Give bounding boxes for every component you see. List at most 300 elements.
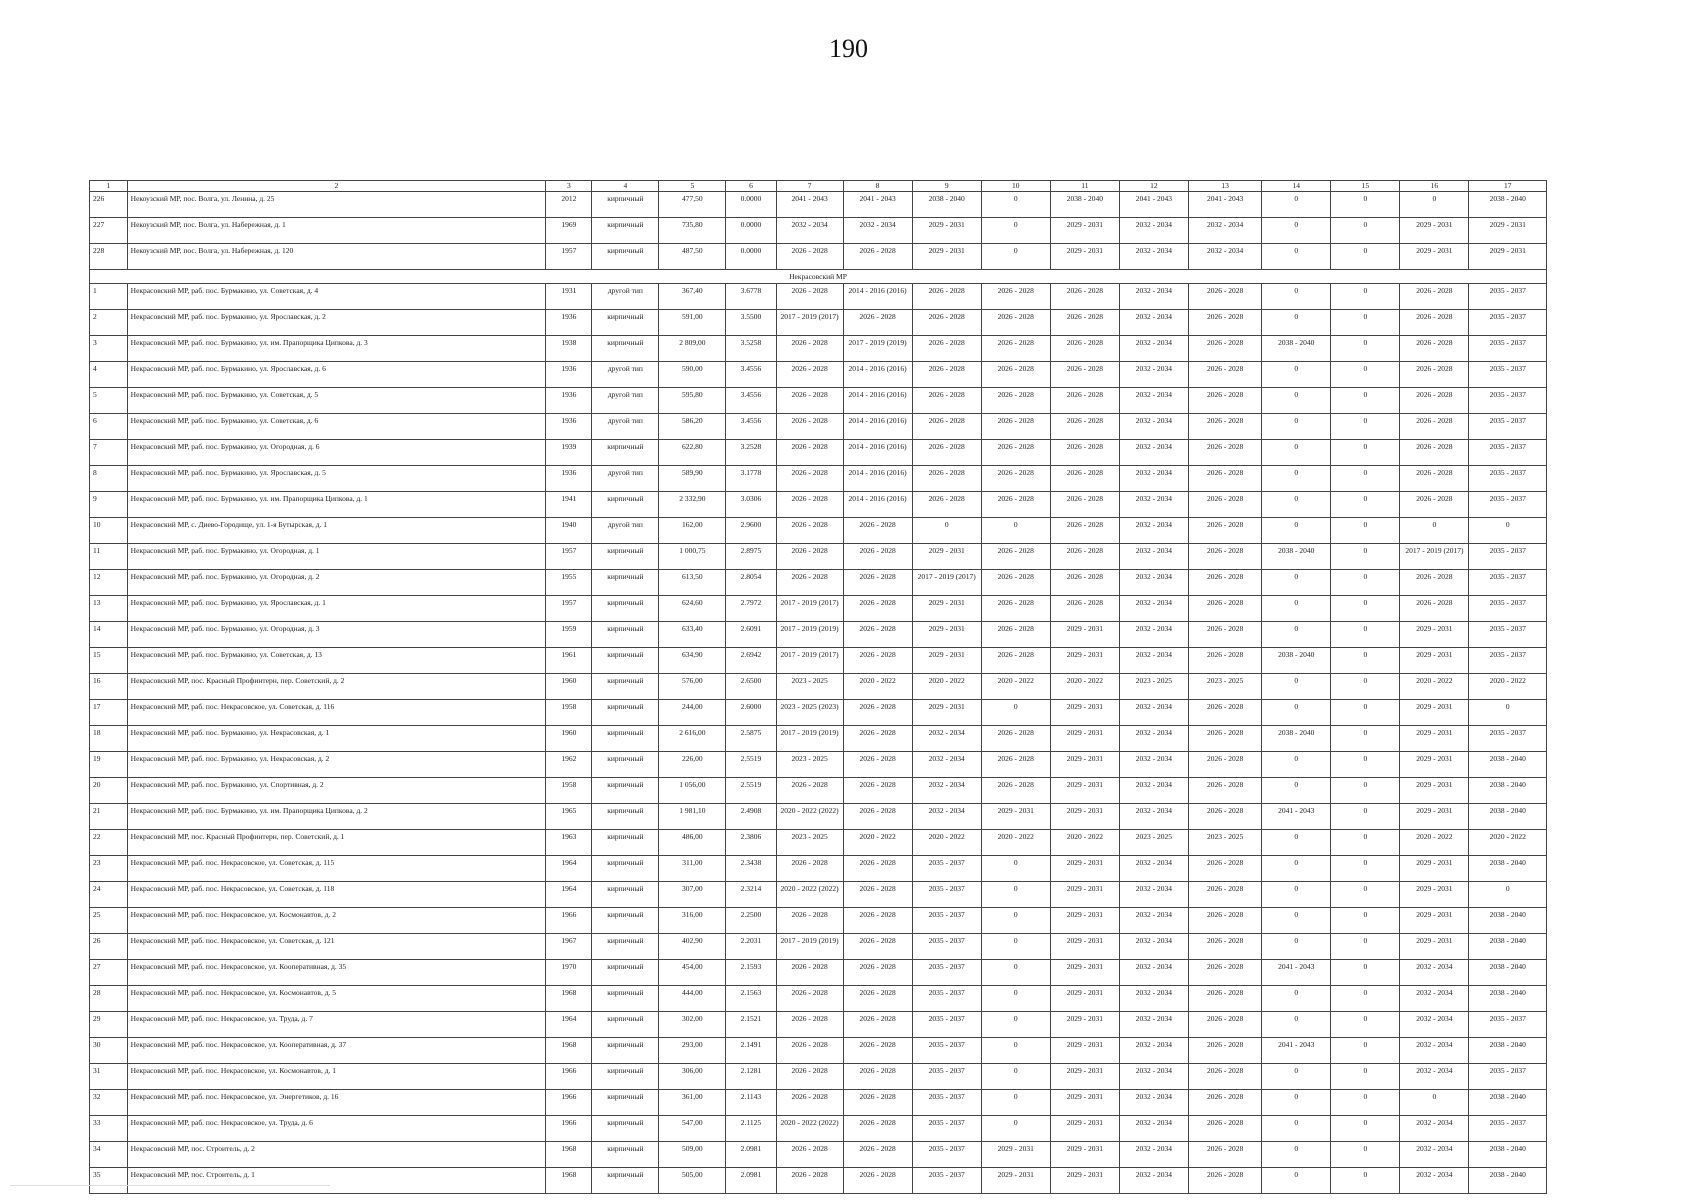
table-row xyxy=(90,492,1547,518)
table-cell: кирпичный xyxy=(592,830,659,856)
table-cell: 2032 - 2034 xyxy=(912,726,981,752)
table-cell: 1938 xyxy=(546,336,592,362)
table-cell: 0 xyxy=(1262,986,1331,1012)
table-cell: 2029 - 2031 xyxy=(1050,778,1119,804)
table-row xyxy=(90,908,1547,934)
table-cell: Некрасовский МР, раб. пос. Некрасовское, ул. Труда, д. 7 xyxy=(127,1012,546,1038)
table-cell: 2035 - 2037 xyxy=(1469,388,1547,414)
table-row xyxy=(90,648,1547,674)
table-cell: другой тип xyxy=(592,518,659,544)
table-cell: кирпичный xyxy=(592,752,659,778)
table-cell: 0 xyxy=(981,192,1050,218)
table-cell: 2.2500 xyxy=(726,908,776,934)
table-cell: 2017 - 2019 (2017) xyxy=(776,596,843,622)
table-cell: 2032 - 2034 xyxy=(1119,244,1188,270)
table-cell: 3.4556 xyxy=(726,362,776,388)
table-cell: 2029 - 2031 xyxy=(912,622,981,648)
table-cell: 17 xyxy=(90,700,128,726)
table-cell: 2038 - 2040 xyxy=(1469,804,1547,830)
table-cell: 0 xyxy=(1262,388,1331,414)
table-cell: 2023 - 2025 xyxy=(776,830,843,856)
table-row xyxy=(90,1090,1547,1116)
table-cell: 367,40 xyxy=(659,284,726,310)
table-cell: 7 xyxy=(90,440,128,466)
table-cell: 2029 - 2031 xyxy=(1050,882,1119,908)
table-cell: 2032 - 2034 xyxy=(1119,310,1188,336)
table-cell: 2035 - 2037 xyxy=(1469,648,1547,674)
table-cell: 0 xyxy=(1331,362,1400,388)
table-cell: 2029 - 2031 xyxy=(1400,726,1469,752)
table-cell: 2026 - 2028 xyxy=(1400,466,1469,492)
table-cell: 1968 xyxy=(546,1142,592,1168)
table-cell: 634,90 xyxy=(659,648,726,674)
table-cell: 2038 - 2040 xyxy=(1469,856,1547,882)
table-cell: 0 xyxy=(1331,804,1400,830)
table-cell: 2029 - 2031 xyxy=(1050,1168,1119,1194)
table-cell: 0 xyxy=(1262,1142,1331,1168)
table-cell: 2020 - 2022 xyxy=(843,674,912,700)
table-cell: 2026 - 2028 xyxy=(843,1064,912,1090)
table-cell: 2026 - 2028 xyxy=(1400,336,1469,362)
table-cell: 306,00 xyxy=(659,1064,726,1090)
table-cell: Некоузский МР, пос. Волга, ул. Ленина, д. 25 xyxy=(127,192,546,218)
table-cell: 2038 - 2040 xyxy=(1469,960,1547,986)
table-cell: 35 xyxy=(90,1168,128,1194)
table-cell: 2.4908 xyxy=(726,804,776,830)
table-cell: 0 xyxy=(981,1038,1050,1064)
table-cell: 2029 - 2031 xyxy=(1400,752,1469,778)
table-cell: 2.1125 xyxy=(726,1116,776,1142)
table-cell: Некрасовский МР, раб. пос. Некрасовское, ул. Советская, д. 116 xyxy=(127,700,546,726)
table-cell: 2026 - 2028 xyxy=(981,752,1050,778)
table-cell: 6 xyxy=(90,414,128,440)
table-cell: 1936 xyxy=(546,414,592,440)
table-cell: 2026 - 2028 xyxy=(843,570,912,596)
table-cell: 2029 - 2031 xyxy=(912,244,981,270)
table-cell: 1961 xyxy=(546,648,592,674)
table-cell: 2026 - 2028 xyxy=(981,492,1050,518)
table-cell: 227 xyxy=(90,218,128,244)
table-cell: 2026 - 2028 xyxy=(1188,1012,1261,1038)
table-cell: кирпичный xyxy=(592,1116,659,1142)
table-cell: Некрасовский МР, раб. пос. Некрасовское, ул. Кооперативная, д. 37 xyxy=(127,1038,546,1064)
table-cell: 2017 - 2019 (2017) xyxy=(912,570,981,596)
table-row xyxy=(90,960,1547,986)
table-cell: 2026 - 2028 xyxy=(912,388,981,414)
table-cell: кирпичный xyxy=(592,1090,659,1116)
table-cell: 2026 - 2028 xyxy=(981,726,1050,752)
table-cell: 2026 - 2028 xyxy=(843,726,912,752)
table-cell: 509,00 xyxy=(659,1142,726,1168)
table-cell: 2026 - 2028 xyxy=(1400,570,1469,596)
table-cell: 2 809,00 xyxy=(659,336,726,362)
table-cell: 2035 - 2037 xyxy=(1469,596,1547,622)
table-cell: 2026 - 2028 xyxy=(776,1064,843,1090)
table-cell: 0 xyxy=(1262,830,1331,856)
table-cell: 2026 - 2028 xyxy=(1050,414,1119,440)
table-cell: 2032 - 2034 xyxy=(1119,778,1188,804)
table-cell: 2.5519 xyxy=(726,778,776,804)
table-row xyxy=(90,388,1547,414)
table-cell: 2 616,00 xyxy=(659,726,726,752)
table-cell: 16 xyxy=(90,674,128,700)
table-cell: 0.0000 xyxy=(726,218,776,244)
table-cell: Некоузский МР, пос. Волга, ул. Набережная, д. 120 xyxy=(127,244,546,270)
table-cell: 2026 - 2028 xyxy=(776,570,843,596)
table-cell: 2026 - 2028 xyxy=(1188,362,1261,388)
table-cell: 2026 - 2028 xyxy=(1050,440,1119,466)
table-cell: 2023 - 2025 xyxy=(1188,830,1261,856)
table-cell: Некрасовский МР, раб. пос. Бурмакино, ул. Советская, д. 6 xyxy=(127,414,546,440)
table-cell: 1936 xyxy=(546,466,592,492)
table-cell: 2032 - 2034 xyxy=(1119,648,1188,674)
table-cell: 1941 xyxy=(546,492,592,518)
table-cell: 2035 - 2037 xyxy=(912,882,981,908)
table-cell: 1959 xyxy=(546,622,592,648)
table-cell: 2029 - 2031 xyxy=(1400,856,1469,882)
table-cell: кирпичный xyxy=(592,726,659,752)
table-row xyxy=(90,986,1547,1012)
table-cell: 244,00 xyxy=(659,700,726,726)
table-cell: 2026 - 2028 xyxy=(843,778,912,804)
table-cell: 2029 - 2031 xyxy=(912,700,981,726)
table-cell: кирпичный xyxy=(592,778,659,804)
table-cell: 0 xyxy=(981,1012,1050,1038)
table-cell: кирпичный xyxy=(592,908,659,934)
table-cell: 0 xyxy=(1331,1012,1400,1038)
table-cell: 2.0981 xyxy=(726,1168,776,1194)
table-cell: Некрасовский МР, раб. пос. Некрасовское, ул. Энергетиков, д. 16 xyxy=(127,1090,546,1116)
table-cell: 0 xyxy=(1331,218,1400,244)
table-cell: 2032 - 2034 xyxy=(1119,492,1188,518)
table-cell: кирпичный xyxy=(592,544,659,570)
table-cell: 0 xyxy=(1262,1090,1331,1116)
table-cell: 2026 - 2028 xyxy=(1188,726,1261,752)
table-cell: 2026 - 2028 xyxy=(1188,310,1261,336)
table-cell: 2026 - 2028 xyxy=(1050,570,1119,596)
table-cell: кирпичный xyxy=(592,1168,659,1194)
table-cell: 1966 xyxy=(546,908,592,934)
table-cell: 2026 - 2028 xyxy=(843,700,912,726)
table-cell: 2026 - 2028 xyxy=(1188,1116,1261,1142)
table-cell: 2035 - 2037 xyxy=(1469,570,1547,596)
table-cell: 0 xyxy=(1400,1090,1469,1116)
table-cell: 10 xyxy=(90,518,128,544)
table-cell: 0 xyxy=(1331,192,1400,218)
table-cell: 2026 - 2028 xyxy=(1188,882,1261,908)
table-cell: кирпичный xyxy=(592,218,659,244)
table-cell: 2026 - 2028 xyxy=(981,310,1050,336)
table-cell: 2023 - 2025 xyxy=(776,752,843,778)
table-cell: 226,00 xyxy=(659,752,726,778)
table-cell: 0 xyxy=(1331,336,1400,362)
table-cell: 2026 - 2028 xyxy=(776,960,843,986)
table-cell: 0 xyxy=(981,960,1050,986)
table-cell: 2026 - 2028 xyxy=(1400,284,1469,310)
table-cell: 2023 - 2025 xyxy=(1119,830,1188,856)
table-cell: 1964 xyxy=(546,1012,592,1038)
table-cell: 2026 - 2028 xyxy=(981,596,1050,622)
table-cell: 1958 xyxy=(546,700,592,726)
table-cell: 2032 - 2034 xyxy=(1119,908,1188,934)
table-cell: 2023 - 2025 (2023) xyxy=(776,700,843,726)
table-cell: 2032 - 2034 xyxy=(1119,1012,1188,1038)
table-cell: 21 xyxy=(90,804,128,830)
table-cell: 1960 xyxy=(546,726,592,752)
table-cell: 2035 - 2037 xyxy=(912,1168,981,1194)
table-cell: 2032 - 2034 xyxy=(912,778,981,804)
table-cell: 2029 - 2031 xyxy=(1050,856,1119,882)
table-cell: 0 xyxy=(1262,856,1331,882)
table-cell: 2026 - 2028 xyxy=(1188,466,1261,492)
table-cell: 2029 - 2031 xyxy=(1050,726,1119,752)
table-cell: 2038 - 2040 xyxy=(1469,778,1547,804)
table-cell: 2012 xyxy=(546,192,592,218)
table-cell: Некрасовский МР, раб. пос. Бурмакино, ул. Советская, д. 4 xyxy=(127,284,546,310)
table-cell: кирпичный xyxy=(592,336,659,362)
table-cell: 2026 - 2028 xyxy=(1050,362,1119,388)
table-cell: 2026 - 2028 xyxy=(1188,544,1261,570)
table-cell: 2026 - 2028 xyxy=(776,908,843,934)
table-cell: 2026 - 2028 xyxy=(1188,1038,1261,1064)
table-cell: кирпичный xyxy=(592,1064,659,1090)
table-cell: 2020 - 2022 xyxy=(1469,830,1547,856)
table-cell: 2029 - 2031 xyxy=(912,218,981,244)
table-cell: 2026 - 2028 xyxy=(776,518,843,544)
table-cell: 2026 - 2028 xyxy=(981,544,1050,570)
table-cell: 1968 xyxy=(546,986,592,1012)
table-cell: 2.6942 xyxy=(726,648,776,674)
table-cell: 2026 - 2028 xyxy=(843,622,912,648)
table-cell: 2014 - 2016 (2016) xyxy=(843,440,912,466)
table-cell: 2026 - 2028 xyxy=(1050,310,1119,336)
table-cell: 1964 xyxy=(546,856,592,882)
table-cell: 2026 - 2028 xyxy=(1188,1142,1261,1168)
table-cell: 2014 - 2016 (2016) xyxy=(843,284,912,310)
table-cell: 2032 - 2034 xyxy=(1400,986,1469,1012)
table-cell: 444,00 xyxy=(659,986,726,1012)
table-cell: 0 xyxy=(1331,310,1400,336)
table-cell: 14 xyxy=(90,622,128,648)
table-cell: 2017 - 2019 (2019) xyxy=(776,622,843,648)
table-cell: 0 xyxy=(1262,218,1331,244)
table-cell: 2020 - 2022 xyxy=(981,830,1050,856)
table-cell: 2026 - 2028 xyxy=(843,986,912,1012)
table-cell: 0 xyxy=(1262,518,1331,544)
table-cell: 591,00 xyxy=(659,310,726,336)
table-cell: 17 xyxy=(1469,181,1547,192)
table-cell: 2026 - 2028 xyxy=(1188,804,1261,830)
table-cell: 12 xyxy=(90,570,128,596)
table-cell: 0 xyxy=(981,856,1050,882)
table-cell: 2038 - 2040 xyxy=(912,192,981,218)
table-cell: Некрасовский МР, раб. пос. Некрасовское, ул. Труда, д. 6 xyxy=(127,1116,546,1142)
table-cell: 0 xyxy=(1262,1168,1331,1194)
table-cell: 2032 - 2034 xyxy=(1400,1168,1469,1194)
table-cell: 0 xyxy=(1262,1116,1331,1142)
table-cell: 2029 - 2031 xyxy=(1050,804,1119,830)
table-cell: 5 xyxy=(659,181,726,192)
table-cell: 2026 - 2028 xyxy=(1188,284,1261,310)
table-cell: 0 xyxy=(1262,882,1331,908)
table-cell: 2026 - 2028 xyxy=(912,414,981,440)
table-cell: 1967 xyxy=(546,934,592,960)
table-cell: 0 xyxy=(1331,648,1400,674)
table-cell: Некрасовский МР, раб. пос. Некрасовское, ул. Советская, д. 115 xyxy=(127,856,546,882)
table-cell: 9 xyxy=(912,181,981,192)
table-cell: 0 xyxy=(1331,544,1400,570)
table-cell: 2014 - 2016 (2016) xyxy=(843,466,912,492)
table-cell: 1 xyxy=(90,181,128,192)
table-cell: 2026 - 2028 xyxy=(776,986,843,1012)
table-cell: кирпичный xyxy=(592,804,659,830)
table-cell: 1968 xyxy=(546,1168,592,1194)
table-cell: 2029 - 2031 xyxy=(1050,700,1119,726)
table-cell: 0 xyxy=(1331,726,1400,752)
table-row xyxy=(90,856,1547,882)
table-cell: 0 xyxy=(981,218,1050,244)
table-cell: Некрасовский МР, раб. пос. Бурмакино, ул. им. Прапорщика Ципкова, д. 2 xyxy=(127,804,546,830)
table-cell: 0 xyxy=(981,700,1050,726)
table-row xyxy=(90,414,1547,440)
table-cell: 2026 - 2028 xyxy=(843,856,912,882)
table-cell: 0 xyxy=(1400,192,1469,218)
table-cell: Некрасовский МР, раб. пос. Бурмакино, ул. Советская, д. 13 xyxy=(127,648,546,674)
table-cell: 735,80 xyxy=(659,218,726,244)
table-cell: 2017 - 2019 (2019) xyxy=(776,934,843,960)
table-cell: 2.1281 xyxy=(726,1064,776,1090)
table-cell: 2035 - 2037 xyxy=(1469,1064,1547,1090)
table-cell: 2032 - 2034 xyxy=(1119,882,1188,908)
table-cell: 2032 - 2034 xyxy=(1119,570,1188,596)
table-cell: 4 xyxy=(592,181,659,192)
table-cell: 2035 - 2037 xyxy=(912,986,981,1012)
table-cell: 2029 - 2031 xyxy=(981,804,1050,830)
table-cell: 2029 - 2031 xyxy=(1050,1064,1119,1090)
table-cell: 486,00 xyxy=(659,830,726,856)
table-cell: 15 xyxy=(1331,181,1400,192)
table-cell: кирпичный xyxy=(592,648,659,674)
table-cell: 1955 xyxy=(546,570,592,596)
table-row xyxy=(90,218,1547,244)
table-cell: 2017 - 2019 (2019) xyxy=(776,726,843,752)
table-cell: 0 xyxy=(1331,596,1400,622)
section-title: Некрасовский МР xyxy=(90,270,1547,284)
table-cell: 2035 - 2037 xyxy=(912,934,981,960)
table-cell: 0 xyxy=(981,1090,1050,1116)
table-cell: 0 xyxy=(1331,1116,1400,1142)
table-cell: Некрасовский МР, раб. пос. Бурмакино, ул. Ярославская, д. 1 xyxy=(127,596,546,622)
table-cell: 0 xyxy=(1331,466,1400,492)
table-cell: 0.0000 xyxy=(726,244,776,270)
table-cell: 0 xyxy=(1262,440,1331,466)
table-cell: 624,60 xyxy=(659,596,726,622)
table-cell: 2032 - 2034 xyxy=(1400,1038,1469,1064)
table-cell: 2029 - 2031 xyxy=(1469,244,1547,270)
table-cell: 2026 - 2028 xyxy=(912,336,981,362)
table-row xyxy=(90,934,1547,960)
table-cell: 14 xyxy=(1262,181,1331,192)
table-row xyxy=(90,752,1547,778)
table-cell: 2020 - 2022 (2022) xyxy=(776,804,843,830)
table-cell: 1 xyxy=(90,284,128,310)
table-cell: Некрасовский МР, раб. пос. Бурмакино, ул. Огородная, д. 6 xyxy=(127,440,546,466)
table-cell: 2041 - 2043 xyxy=(1262,960,1331,986)
table-cell: 0 xyxy=(1331,778,1400,804)
table-cell: 2032 - 2034 xyxy=(1119,1038,1188,1064)
table-cell: 0 xyxy=(1331,882,1400,908)
table-cell: 2026 - 2028 xyxy=(1188,570,1261,596)
table-cell: 0 xyxy=(1262,362,1331,388)
table-cell: 2029 - 2031 xyxy=(1050,622,1119,648)
table-cell: 16 xyxy=(1400,181,1469,192)
table-cell: 2029 - 2031 xyxy=(1400,934,1469,960)
table-cell: 2026 - 2028 xyxy=(912,362,981,388)
table-cell: 2035 - 2037 xyxy=(1469,336,1547,362)
table-cell: 0 xyxy=(1262,1012,1331,1038)
table-cell: 2026 - 2028 xyxy=(1400,440,1469,466)
section-row xyxy=(90,270,1547,284)
table-cell: 2029 - 2031 xyxy=(1050,1012,1119,1038)
table-cell: 2026 - 2028 xyxy=(843,310,912,336)
table-cell: Некрасовский МР, раб. пос. Бурмакино, ул. Ярославская, д. 5 xyxy=(127,466,546,492)
table-cell: 2 xyxy=(127,181,546,192)
table-cell: 6 xyxy=(726,181,776,192)
table-cell: 2041 - 2043 xyxy=(1119,192,1188,218)
table-cell: 0 xyxy=(1262,570,1331,596)
table-cell: 2026 - 2028 xyxy=(843,1038,912,1064)
table-cell: 2020 - 2022 xyxy=(912,830,981,856)
table-cell: 0 xyxy=(1331,830,1400,856)
table-cell: 2029 - 2031 xyxy=(1050,1116,1119,1142)
table-cell: 2038 - 2040 xyxy=(1469,934,1547,960)
table-cell: 2038 - 2040 xyxy=(1469,908,1547,934)
table-cell: 0 xyxy=(1262,310,1331,336)
table-cell: 0 xyxy=(1331,518,1400,544)
table-cell: 2026 - 2028 xyxy=(1188,596,1261,622)
table-cell: 0 xyxy=(1262,284,1331,310)
table-cell: 2026 - 2028 xyxy=(1050,284,1119,310)
table-cell: кирпичный xyxy=(592,882,659,908)
table-cell: 2029 - 2031 xyxy=(1050,218,1119,244)
table-cell: 2032 - 2034 xyxy=(1119,284,1188,310)
table-cell: 3.0306 xyxy=(726,492,776,518)
table-cell: 316,00 xyxy=(659,908,726,934)
table-cell: 2032 - 2034 xyxy=(1400,1142,1469,1168)
table-cell: 2.6500 xyxy=(726,674,776,700)
table-cell: 2026 - 2028 xyxy=(981,648,1050,674)
table-cell: 2026 - 2028 xyxy=(1050,518,1119,544)
table-cell: Некрасовский МР, раб. пос. Бурмакино, ул. Ярославская, д. 2 xyxy=(127,310,546,336)
table-cell: 2026 - 2028 xyxy=(843,244,912,270)
table-cell: 2017 - 2019 (2019) xyxy=(843,336,912,362)
table-cell: 1966 xyxy=(546,1064,592,1090)
table-cell: 0 xyxy=(1331,492,1400,518)
table-cell: 454,00 xyxy=(659,960,726,986)
table-cell: 0 xyxy=(1331,960,1400,986)
table-cell: 2020 - 2022 xyxy=(1400,830,1469,856)
table-cell: 2041 - 2043 xyxy=(776,192,843,218)
table-cell: 0 xyxy=(981,244,1050,270)
table-cell: 0 xyxy=(1331,700,1400,726)
table-row xyxy=(90,1142,1547,1168)
table-cell: 2029 - 2031 xyxy=(1050,960,1119,986)
table-cell: 2.8054 xyxy=(726,570,776,596)
table-cell: 13 xyxy=(1188,181,1261,192)
page-number: 190 xyxy=(829,34,868,63)
table-cell: 1 056,00 xyxy=(659,778,726,804)
table-cell: 0 xyxy=(1331,674,1400,700)
